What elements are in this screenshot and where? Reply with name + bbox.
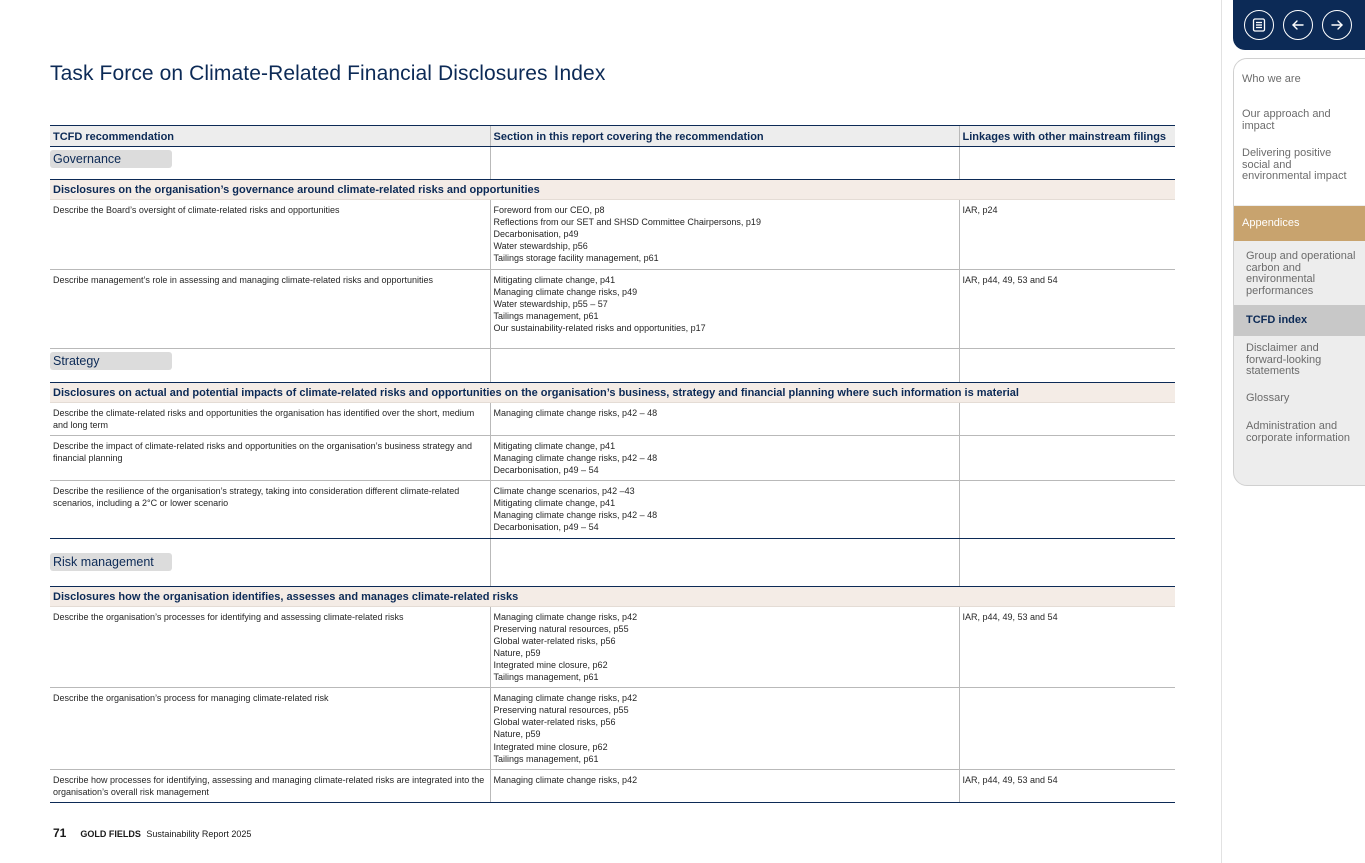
nav-item-delivering-impact[interactable]: Delivering positive social and environmental impact (1242, 147, 1347, 183)
recommendation-cell: Describe the climate-related risks and opportunities the organisation has identified over the short, medium and long term (50, 402, 490, 435)
section-cell: Climate change scenarios, p42 –43 Mitigating climate change, p41 Managing climate change risks, p42 – 48 Decarbonisation, p49 – 54 (490, 481, 959, 538)
table-row (50, 606, 1175, 688)
section-cell: Mitigating climate change, p41 Managing climate change risks, p42 – 48 Decarbonisation, p49 – 54 (490, 435, 959, 480)
recommendation-cell: Describe the organisation’s processes for identifying and assessing climate-related risks (50, 606, 490, 688)
disclosure-text: Disclosures on actual and potential impacts of climate-related risks and opportunities on the organisation’s business, strategy and financial planning where such information is material (50, 382, 1175, 402)
recommendation-cell: Describe the organisation’s process for managing climate-related risk (50, 688, 490, 770)
recommendation-cell: Describe the resilience of the organisation’s strategy, taking into consideration different climate-related scenarios, including a 2°C or lower scenario (50, 481, 490, 538)
section-cell: Managing climate change risks, p42 – 48 (490, 402, 959, 435)
sidebar-divider (1221, 0, 1222, 863)
page-footer (53, 826, 251, 840)
table-row (50, 200, 1175, 269)
disclosure-text: Disclosures on the organisation’s governance around climate-related risks and opportunities (50, 180, 1175, 200)
contents-list-icon (1251, 17, 1267, 33)
arrow-right-icon (1329, 17, 1345, 33)
arrow-left-icon (1290, 17, 1306, 33)
recommendation-cell: Describe the impact of climate-related risks and opportunities on the organisation’s business strategy and financial planning (50, 435, 490, 480)
column-header-section: Section in this report covering the recommendation (490, 126, 959, 147)
nav-item-who-we-are[interactable]: Who we are (1242, 73, 1301, 85)
linkage-cell (959, 402, 1175, 435)
section-cell: Managing climate change risks, p42 Preserving natural resources, p55 Global water-related risks, p56 Nature, p59 Integrated mine closure, p62 Tailings management, p61 (490, 606, 959, 688)
section-row-strategy (50, 348, 1175, 382)
disclosure-row (50, 382, 1175, 402)
section-label: Governance (50, 150, 172, 168)
nav-button-bar (1233, 0, 1365, 50)
table-row (50, 481, 1175, 538)
linkage-cell (959, 435, 1175, 480)
nav-item-appendices[interactable]: Appendices (1234, 206, 1365, 241)
linkage-cell (959, 481, 1175, 538)
table-row (50, 402, 1175, 435)
nav-item-glossary[interactable]: Glossary (1246, 392, 1290, 404)
linkage-cell: IAR, p24 (959, 200, 1175, 269)
section-cell: Mitigating climate change, p41 Managing climate change risks, p49 Water stewardship, p55 – 57 Tailings management, p61 Our sustainability-related risks and opportunities, p17 (490, 269, 959, 348)
report-name: Sustainability Report 2025 (146, 829, 252, 839)
previous-page-button[interactable] (1283, 10, 1313, 40)
disclosure-text: Disclosures how the organisation identifies, assesses and manages climate-related risks (50, 586, 1175, 606)
table-row (50, 269, 1175, 348)
page-number: 71 (53, 826, 67, 840)
linkage-cell (959, 688, 1175, 770)
column-header-recommendation: TCFD recommendation (50, 126, 490, 147)
nav-item-administration[interactable]: Administration and corporate information (1246, 420, 1350, 444)
nav-item-tcfd-index[interactable]: TCFD index (1234, 305, 1365, 336)
disclosure-row (50, 180, 1175, 200)
table-row (50, 688, 1175, 770)
nav-item-disclaimer[interactable]: Disclaimer and forward-looking statements (1246, 342, 1322, 378)
tcfd-index-table (50, 125, 1175, 803)
nav-item-our-approach[interactable]: Our approach and impact (1242, 108, 1331, 132)
section-row-risk-management (50, 538, 1175, 586)
section-label: Strategy (50, 352, 172, 370)
recommendation-cell: Describe the Board’s oversight of climate-related risks and opportunities (50, 200, 490, 269)
linkage-cell: IAR, p44, 49, 53 and 54 (959, 769, 1175, 802)
column-header-linkages: Linkages with other mainstream filings (959, 126, 1175, 147)
section-navigation (1233, 58, 1365, 486)
recommendation-cell: Describe management’s role in assessing and managing climate-related risks and opportunities (50, 269, 490, 348)
page-title: Task Force on Climate-Related Financial Disclosures Index (50, 62, 606, 85)
nav-item-group-performance[interactable]: Group and operational carbon and environmental performances (1246, 250, 1356, 297)
table-header-row (50, 126, 1175, 147)
section-cell: Foreword from our CEO, p8 Reflections from our SET and SHSD Committee Chairpersons, p19 Decarbonisation, p49 Water stewardship, p56 Tailings storage facility management, p61 (490, 200, 959, 269)
table-row (50, 435, 1175, 480)
table-row (50, 769, 1175, 802)
section-cell: Managing climate change risks, p42 (490, 769, 959, 802)
disclosure-row (50, 586, 1175, 606)
linkage-cell: IAR, p44, 49, 53 and 54 (959, 269, 1175, 348)
linkage-cell: IAR, p44, 49, 53 and 54 (959, 606, 1175, 688)
recommendation-cell: Describe how processes for identifying, assessing and managing climate-related risks are integrated into the organisation’s overall risk management (50, 769, 490, 802)
contents-button[interactable] (1244, 10, 1274, 40)
section-row-governance (50, 147, 1175, 180)
brand-name: GOLD FIELDS (80, 829, 141, 839)
section-cell: Managing climate change risks, p42 Preserving natural resources, p55 Global water-related risks, p56 Nature, p59 Integrated mine closure, p62 Tailings management, p61 (490, 688, 959, 770)
section-label: Risk management (50, 553, 172, 571)
next-page-button[interactable] (1322, 10, 1352, 40)
